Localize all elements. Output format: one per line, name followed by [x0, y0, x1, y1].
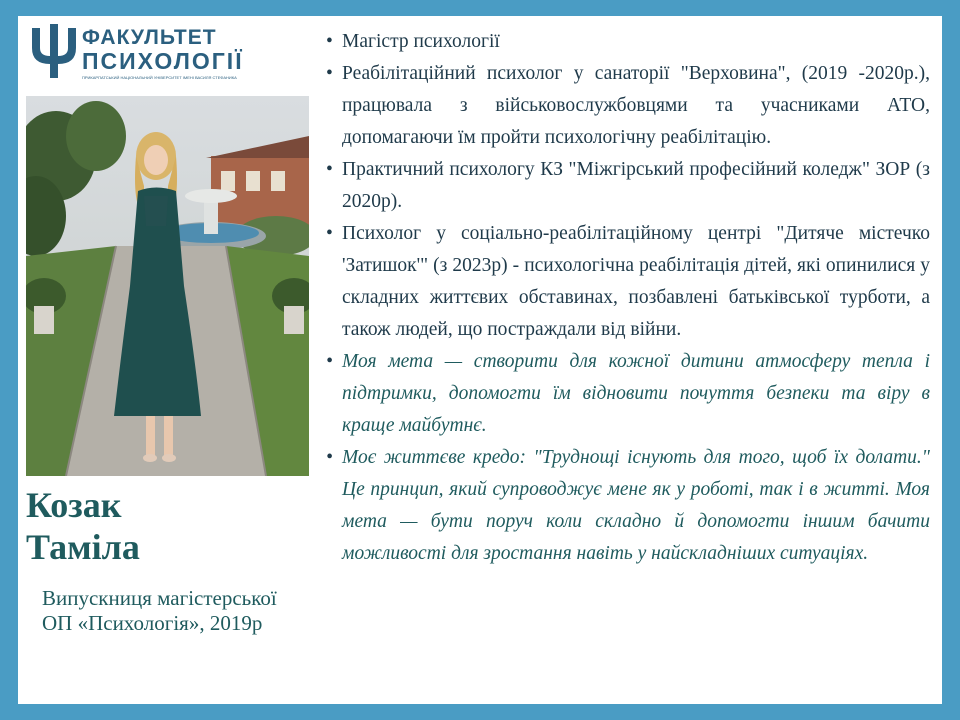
logo-title-line1: ФАКУЛЬТЕТ — [82, 26, 217, 49]
goal-item: • Моя мета — створити для кожної дитини атмосферу тепла і підтримки, допомогти їм відновити почуття безпеки та віру в краще майбутнє. — [326, 346, 930, 442]
name-line-2: Таміла — [26, 527, 140, 567]
faculty-logo — [24, 20, 244, 82]
person-name — [26, 484, 306, 568]
bio-list — [326, 26, 930, 570]
bio-item: • Практичний психологу КЗ "Міжгірський професійний коледж" ЗОР (з 2020р). — [326, 154, 930, 218]
credo-item: • Моє життєве кредо: "Труднощі існують для того, щоб їх долати." Це принцип, який супроводжує мене як у роботі, так і в житті. Моя мета — бути поруч коли складно й допомогти іншим бачити можливості для зростання навіть у найскладніших ситуаціях. — [326, 442, 930, 570]
bio-item: • Магістр психології — [326, 26, 930, 58]
name-line-1: Козак — [26, 485, 122, 525]
graduate-caption: Випускниця магістерської ОП «Психологія», 2019р — [42, 586, 277, 635]
psi-logo-icon — [24, 20, 84, 80]
bio-item: • Реабілітаційний психолог у санаторії "Верховина", (2019 -2020р.), працювала з військовослужбовцями та учасниками АТО, допомагаючи їм пройти психологічну реабілітацію. — [326, 58, 930, 154]
bio-item: • Психолог у соціально-реабілітаційному центрі "Дитяче містечко 'Затишок'" (з 2023р) - психологічна реабілітація дітей, які опинилися у складних життєвих обставинах, позбавлені батьківської турботи, а також людей, що постраждали від війни. — [326, 218, 930, 346]
logo-title-line2: ПСИХОЛОГІЇ — [82, 48, 244, 74]
slide — [18, 16, 942, 704]
portrait-photo — [26, 96, 309, 476]
logo-subtitle: ПРИКАРПАТСЬКИЙ НАЦІОНАЛЬНИЙ УНІВЕРСИТЕТ ІМЕНІ ВАСИЛЯ СТЕФАНИКА — [82, 75, 237, 80]
